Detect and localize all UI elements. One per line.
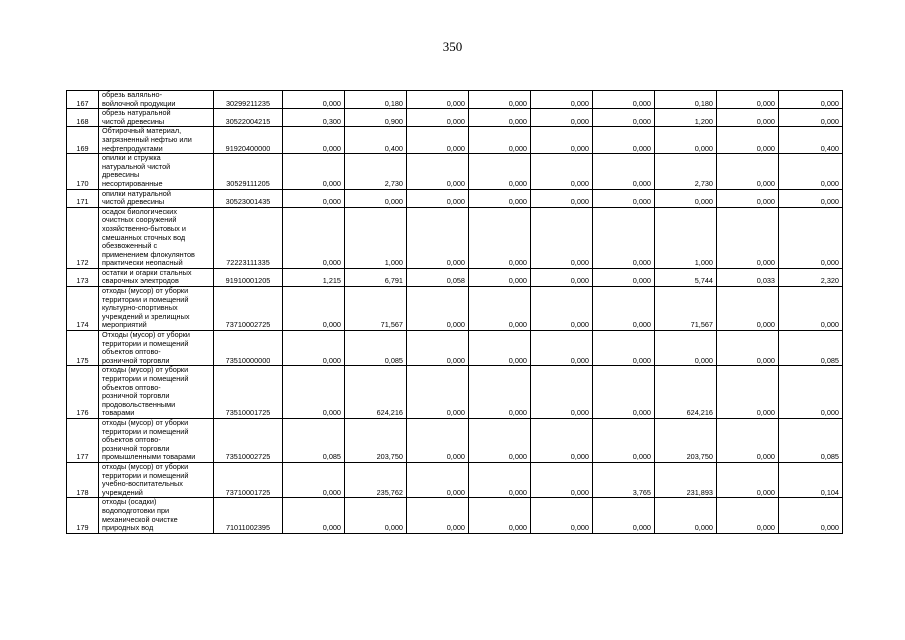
value-cell: 2,730 — [655, 154, 717, 189]
value-cell: 0,000 — [593, 366, 655, 419]
waste-name-line: Отходы (мусор) от уборки — [102, 330, 190, 340]
waste-name — [99, 331, 214, 366]
value-cell: 0,000 — [469, 366, 531, 419]
waste-name-line: водоподготовки при — [102, 505, 170, 515]
waste-name-line: культурно-спортивных — [102, 303, 178, 313]
waste-name — [99, 366, 214, 419]
value-cell: 0,000 — [531, 462, 593, 497]
waste-name-line: нефтепродуктами — [102, 143, 163, 153]
value-cell: 0,000 — [407, 207, 469, 268]
value-cell: 0,000 — [531, 366, 593, 419]
fkko-code: 30529111205 — [214, 154, 283, 189]
waste-name — [99, 154, 214, 189]
value-cell: 0,000 — [717, 498, 779, 533]
value-cell: 235,762 — [345, 462, 407, 497]
value-cell: 0,000 — [283, 154, 345, 189]
row-number: 167 — [67, 91, 99, 109]
page-number: 350 — [442, 39, 463, 54]
value-cell: 0,000 — [469, 189, 531, 207]
value-cell: 0,000 — [407, 109, 469, 127]
waste-name-line: товарами — [102, 408, 135, 418]
fkko-code: 91920400000 — [214, 127, 283, 154]
waste-name-line: промышленными товарами — [102, 452, 196, 462]
value-cell: 0,000 — [717, 418, 779, 462]
value-cell: 0,180 — [345, 91, 407, 109]
value-cell: 0,000 — [593, 207, 655, 268]
table-row — [67, 418, 843, 462]
value-cell: 0,000 — [779, 498, 843, 533]
value-cell: 0,000 — [531, 154, 593, 189]
waste-name-line: отходы (мусор) от уборки — [102, 286, 189, 296]
table-row — [67, 109, 843, 127]
value-cell: 0,000 — [531, 418, 593, 462]
value-cell: 0,000 — [407, 418, 469, 462]
value-cell: 0,000 — [531, 207, 593, 268]
value-cell: 0,400 — [779, 127, 843, 154]
value-cell: 0,104 — [779, 462, 843, 497]
waste-name-line: розничной торговли — [102, 355, 170, 365]
value-cell: 0,000 — [593, 287, 655, 331]
value-cell: 0,000 — [283, 331, 345, 366]
value-cell: 6,791 — [345, 268, 407, 286]
table-row — [67, 207, 843, 268]
fkko-code: 71011002395 — [214, 498, 283, 533]
value-cell: 0,000 — [469, 287, 531, 331]
value-cell: 0,000 — [407, 189, 469, 207]
waste-name-line: применением флокулянтов — [102, 249, 195, 259]
value-cell: 0,000 — [469, 127, 531, 154]
waste-name-line: отходы (мусор) от уборки — [102, 365, 189, 375]
value-cell: 0,000 — [469, 207, 531, 268]
waste-name — [99, 268, 214, 286]
fkko-code: 72223111335 — [214, 207, 283, 268]
table-row — [67, 366, 843, 419]
value-cell: 0,000 — [717, 127, 779, 154]
row-number: 168 — [67, 109, 99, 127]
waste-name-line: обрезь натуральной — [102, 108, 171, 118]
row-number: 179 — [67, 498, 99, 533]
value-cell: 0,000 — [593, 189, 655, 207]
value-cell: 0,000 — [717, 287, 779, 331]
value-cell: 0,000 — [531, 287, 593, 331]
waste-name-line: обезвоженный с — [102, 241, 158, 251]
table-row — [67, 91, 843, 109]
waste-name-line: загрязненный нефтью или — [102, 134, 192, 144]
row-number: 175 — [67, 331, 99, 366]
value-cell: 0,000 — [531, 91, 593, 109]
fkko-code: 30523001435 — [214, 189, 283, 207]
value-cell: 3,765 — [593, 462, 655, 497]
value-cell: 1,200 — [655, 109, 717, 127]
waste-name — [99, 418, 214, 462]
value-cell: 0,000 — [283, 207, 345, 268]
value-cell: 0,000 — [779, 287, 843, 331]
value-cell: 0,000 — [779, 154, 843, 189]
waste-name — [99, 127, 214, 154]
value-cell: 0,000 — [531, 189, 593, 207]
waste-name-line: смешанных сточных вод — [102, 232, 186, 242]
table-row — [67, 331, 843, 366]
table-row — [67, 462, 843, 497]
value-cell: 0,400 — [345, 127, 407, 154]
waste-name — [99, 462, 214, 497]
row-number: 171 — [67, 189, 99, 207]
value-cell: 0,000 — [717, 91, 779, 109]
waste-name-line: хозяйственно-бытовых и — [102, 223, 186, 233]
waste-name-line: объектов оптово- — [102, 382, 161, 392]
value-cell: 0,000 — [779, 189, 843, 207]
value-cell: 0,000 — [531, 109, 593, 127]
waste-name-line: опилки натуральной — [102, 189, 171, 198]
value-cell: 0,000 — [593, 127, 655, 154]
value-cell: 0,000 — [593, 109, 655, 127]
fkko-code: 30299211235 — [214, 91, 283, 109]
fkko-code: 73710002725 — [214, 287, 283, 331]
value-cell: 0,000 — [717, 109, 779, 127]
waste-name-line: Обтирочный материал, — [102, 126, 182, 136]
fkko-code: 73710001725 — [214, 462, 283, 497]
waste-name-line: продовольственными — [102, 399, 176, 409]
waste-name — [99, 207, 214, 268]
value-cell: 0,000 — [283, 498, 345, 533]
waste-name-line: учебно-воспитательных — [102, 479, 183, 489]
waste-name-line: обрезь валяльно- — [102, 90, 163, 99]
row-number: 176 — [67, 366, 99, 419]
value-cell: 2,730 — [345, 154, 407, 189]
value-cell: 203,750 — [655, 418, 717, 462]
value-cell: 0,000 — [779, 109, 843, 127]
waste-name-line: несортированные — [102, 178, 163, 188]
value-cell: 0,000 — [283, 189, 345, 207]
value-cell: 0,000 — [283, 91, 345, 109]
table-row — [67, 127, 843, 154]
value-cell: 0,000 — [469, 109, 531, 127]
value-cell: 0,000 — [407, 127, 469, 154]
waste-name-line: опилки и стружка — [102, 153, 161, 163]
value-cell: 2,320 — [779, 268, 843, 286]
row-number: 169 — [67, 127, 99, 154]
value-cell: 0,000 — [717, 189, 779, 207]
value-cell: 0,000 — [655, 127, 717, 154]
value-cell: 0,000 — [717, 462, 779, 497]
value-cell: 0,085 — [283, 418, 345, 462]
value-cell: 0,000 — [593, 154, 655, 189]
waste-name-line: розничной торговли — [102, 443, 170, 453]
value-cell: 0,058 — [407, 268, 469, 286]
value-cell: 0,000 — [593, 418, 655, 462]
value-cell: 0,000 — [283, 127, 345, 154]
waste-name-line: территории и помещений — [102, 374, 189, 383]
fkko-code: 30522004215 — [214, 109, 283, 127]
value-cell: 1,000 — [345, 207, 407, 268]
table-row — [67, 268, 843, 286]
value-cell: 0,000 — [717, 331, 779, 366]
row-number: 170 — [67, 154, 99, 189]
value-cell: 624,216 — [655, 366, 717, 419]
value-cell: 203,750 — [345, 418, 407, 462]
value-cell: 0,000 — [407, 331, 469, 366]
waste-name-line: учреждений и зрелищных — [102, 311, 190, 321]
value-cell: 0,000 — [407, 154, 469, 189]
table-row — [67, 154, 843, 189]
waste-name-line: территории и помещений — [102, 338, 189, 348]
value-cell: 0,085 — [779, 331, 843, 366]
value-cell: 0,000 — [717, 207, 779, 268]
waste-name — [99, 498, 214, 533]
value-cell: 0,000 — [779, 91, 843, 109]
waste-name-line: отходы (осадки) — [102, 497, 157, 507]
value-cell: 0,000 — [593, 268, 655, 286]
value-cell: 0,000 — [779, 207, 843, 268]
value-cell: 0,085 — [779, 418, 843, 462]
waste-name-line: отходы (мусор) от уборки — [102, 418, 189, 427]
value-cell: 0,000 — [655, 498, 717, 533]
table-row — [67, 287, 843, 331]
value-cell: 0,000 — [407, 462, 469, 497]
value-cell: 0,000 — [407, 287, 469, 331]
waste-name-line: механической очистке — [102, 514, 178, 524]
value-cell: 0,000 — [531, 498, 593, 533]
waste-name-line: учреждений — [102, 487, 143, 497]
value-cell: 0,000 — [531, 127, 593, 154]
row-number: 174 — [67, 287, 99, 331]
waste-name-line: объектов оптово- — [102, 435, 161, 445]
row-number: 178 — [67, 462, 99, 497]
value-cell: 0,085 — [345, 331, 407, 366]
value-cell: 0,000 — [469, 462, 531, 497]
waste-name-line: отходы (мусор) от уборки — [102, 462, 189, 471]
value-cell: 0,180 — [655, 91, 717, 109]
value-cell: 0,000 — [469, 418, 531, 462]
value-cell: 0,000 — [779, 366, 843, 419]
value-cell: 71,567 — [345, 287, 407, 331]
value-cell: 0,000 — [717, 366, 779, 419]
value-cell: 0,000 — [531, 331, 593, 366]
value-cell: 0,000 — [469, 498, 531, 533]
value-cell: 5,744 — [655, 268, 717, 286]
value-cell: 231,893 — [655, 462, 717, 497]
value-cell: 71,567 — [655, 287, 717, 331]
row-number: 173 — [67, 268, 99, 286]
value-cell: 0,000 — [345, 498, 407, 533]
waste-name-line: территории и помещений — [102, 294, 189, 304]
value-cell: 0,000 — [593, 91, 655, 109]
row-number: 172 — [67, 207, 99, 268]
value-cell: 0,000 — [407, 498, 469, 533]
value-cell: 0,000 — [469, 91, 531, 109]
value-cell: 0,000 — [407, 366, 469, 419]
fkko-code: 73510000000 — [214, 331, 283, 366]
fkko-code: 91910001205 — [214, 268, 283, 286]
waste-name-line: осадок биологических — [102, 207, 178, 216]
value-cell: 1,215 — [283, 268, 345, 286]
waste-name-line: остатки и огарки стальных — [102, 268, 192, 277]
waste-name-line: природных вод — [102, 523, 154, 533]
value-cell: 0,000 — [593, 331, 655, 366]
value-cell: 0,000 — [593, 498, 655, 533]
waste-name-line: территории и помещений — [102, 426, 189, 436]
waste-name-line: сварочных электродов — [102, 276, 179, 286]
value-cell: 0,000 — [283, 462, 345, 497]
waste-name — [99, 287, 214, 331]
waste-table — [66, 90, 843, 534]
fkko-code: 73510002725 — [214, 418, 283, 462]
value-cell: 0,000 — [469, 331, 531, 366]
waste-name — [99, 109, 214, 127]
value-cell: 624,216 — [345, 366, 407, 419]
value-cell: 0,033 — [717, 268, 779, 286]
value-cell: 0,000 — [469, 154, 531, 189]
value-cell: 0,000 — [531, 268, 593, 286]
waste-name-line: мероприятий — [102, 320, 147, 330]
value-cell: 1,000 — [655, 207, 717, 268]
table-row — [67, 498, 843, 533]
value-cell: 0,000 — [345, 189, 407, 207]
row-number: 177 — [67, 418, 99, 462]
waste-name-line: чистой древесины — [102, 197, 165, 207]
waste-name-line: объектов оптово- — [102, 347, 161, 357]
value-cell: 0,000 — [407, 91, 469, 109]
waste-name-line: натуральной чистой — [102, 161, 171, 171]
fkko-code: 73510001725 — [214, 366, 283, 419]
value-cell: 0,000 — [283, 287, 345, 331]
waste-name-line: чистой древесины — [102, 116, 165, 126]
waste-name-line: территории и помещений — [102, 470, 189, 480]
value-cell: 0,900 — [345, 109, 407, 127]
value-cell: 0,000 — [469, 268, 531, 286]
waste-name-line: древесины — [102, 170, 140, 180]
value-cell: 0,000 — [283, 366, 345, 419]
waste-name-line: войлочной продукции — [102, 98, 176, 108]
value-cell: 0,000 — [655, 331, 717, 366]
value-cell: 0,000 — [717, 154, 779, 189]
value-cell: 0,000 — [655, 189, 717, 207]
value-cell: 0,300 — [283, 109, 345, 127]
waste-name-line: практически неопасный — [102, 258, 183, 268]
waste-table-body — [67, 91, 843, 534]
waste-name-line: очистных сооружений — [102, 215, 177, 225]
waste-name — [99, 91, 214, 109]
table-row — [67, 189, 843, 207]
waste-name — [99, 189, 214, 207]
waste-name-line: розничной торговли — [102, 391, 170, 401]
